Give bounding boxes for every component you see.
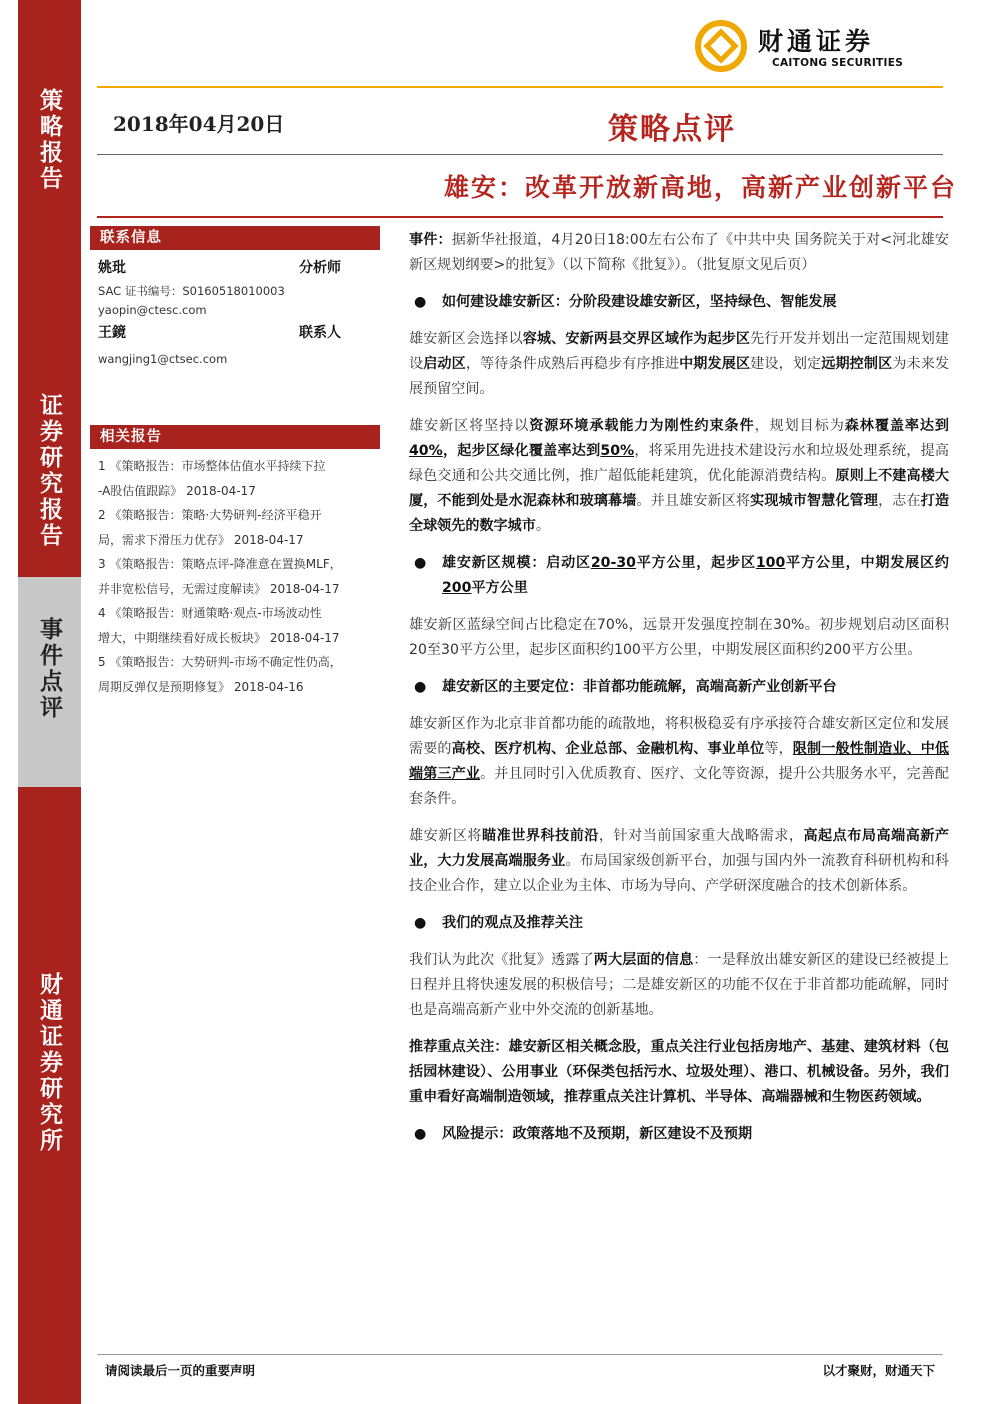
side-label-research: 证券研究报告 [36, 393, 63, 549]
footer-slogan: 以才聚财，财通天下 [822, 1363, 935, 1378]
bullet-number: 200 [442, 580, 472, 596]
text: 。布局国家级创新平台，加强与国内外一流教育科研机构和科技企业合作，建立以企业为主体、市场为导向、产学研深度融合的技术创新体系。 [409, 853, 950, 894]
contact-heading: 联系信息 [90, 226, 380, 250]
report-title: 雄安：改革开放新高地，高新产业创新平台 [443, 173, 957, 202]
related-report-line: 局，需求下滑压力优存》 2018-04-17 [98, 532, 304, 547]
title-divider [97, 154, 943, 155]
text: 为未来发展预留空间。 [409, 356, 950, 397]
highlight: 资源环境承载能力为刚性约束条件 [529, 418, 755, 434]
analyst-name: 姚玭 [98, 260, 126, 276]
event-text: 据新华社报道，4月20日18:00左右公布了《中共中央 国务院关于对<河北雄安新区规划纲要>的批复》（以下简称《批复》）。（批复原文见后页） [409, 232, 949, 273]
bullet-text: 风险提示：政策落地不及预期，新区建设不及预期 [442, 1126, 753, 1142]
related-report-line: 3 《策略报告：策略点评-降准意在置换MLF， [98, 557, 342, 571]
highlight: 原则上不建高楼大厦，不能到处是水泥森林和玻璃幕墙 [409, 468, 950, 509]
highlight: 限制一般性制造业、中低端第三产业 [409, 741, 950, 782]
report-type: 策略点评 [608, 112, 736, 147]
highlight: 两大层面的信息 [593, 952, 694, 968]
paragraph-recommend: 推荐重点关注：雄安新区相关概念股，重点关注行业包括房地产、基建、建筑材料（包括园林建设）、公用事业（环保类包括污水、垃圾处理）、港口、机械设备。另外，我们重申看好高端制造领域，推荐重点关注计算机、半导体、高端器械和生物医药领域。 [409, 1039, 949, 1105]
contact-email[interactable]: wangjing1@ctsec.com [98, 352, 228, 366]
side-label-strategy: 策略报告 [36, 88, 63, 192]
bullet-text: 雄安新区的主要定位：非首都功能疏解，高端高新产业创新平台 [442, 679, 837, 695]
bullet-text: 平方公里，中期发展区约 [785, 555, 950, 571]
paragraph-scale: 雄安新区蓝绿空间占比稳定在70%，远景开发强度控制在30%。初步规划启动区面积20至30平方公里，起步区面积约100平方公里，中期发展区面积约200平方公里。 [409, 617, 949, 658]
contact-name: 王鏡 [98, 325, 126, 341]
side-block-strategy [18, 0, 81, 375]
text: 雄安新区将 [409, 828, 483, 844]
bullet-dot-icon: ● [414, 555, 427, 571]
text: 雄安新区作为北京非首都功能的疏散地，将积极稳妥有序承接符合雄安新区定位和发展需要的 [409, 716, 949, 757]
text: ：一是释放出雄安新区的建设已经被提上日程并且将快速发展的积极信号；二是雄安新区的功能不仅在于非首都功能疏解，同时也是高端高新产业中外交流的创新基地。 [409, 952, 950, 1018]
footer-disclaimer-note[interactable]: 请阅读最后一页的重要声明 [105, 1363, 256, 1378]
text: 雄安新区会选择以 [409, 331, 523, 347]
bullet-heading-position [409, 675, 949, 700]
highlight: ，起步区绿化覆盖率达到 [442, 443, 601, 459]
highlight: 远期控制区 [821, 356, 893, 372]
text: 建设，划定 [750, 356, 822, 372]
highlight: 森林覆盖率达到 [844, 418, 950, 434]
text: 。 [535, 518, 550, 534]
text: ，将采用先进技术建设污水和垃圾处理系统，提高绿色交通和公共交通比例，推广超低能耗建筑，优化能源消费结构。 [409, 443, 949, 484]
side-label-event: 事件点评 [36, 617, 63, 721]
text: 先行开发并划出一定范围规划建设 [409, 331, 950, 372]
paragraph-innovation [409, 824, 949, 899]
paragraph-phases [409, 327, 949, 402]
related-report-item[interactable] [98, 454, 393, 503]
event-label: 事件： [409, 232, 452, 248]
bullet-text: 我们的观点及推荐关注 [442, 915, 583, 931]
side-block-event [18, 577, 81, 787]
footer-divider [97, 1354, 943, 1355]
related-report-line: 周期反弹仅是预期修复》 2018-04-16 [98, 679, 304, 694]
related-heading: 相关报告 [90, 425, 380, 449]
bullet-text: 平方公里 [471, 580, 528, 596]
related-report-line: 1 《策略报告：市场整体估值水平持续下拉 [98, 459, 326, 473]
text: ，针对当前国家重大战略需求， [598, 828, 804, 844]
paragraph-view [409, 948, 949, 1023]
caitong-logo-icon [695, 20, 747, 72]
highlight: 高起点布局高端高新产业，大力发展高端服务业 [409, 828, 950, 869]
side-label-institute: 财通证券研究所 [36, 972, 63, 1154]
report-date: 2018年04月20日 [113, 112, 285, 136]
bullet-heading-risk [409, 1122, 949, 1147]
contact-role: 联系人 [299, 325, 341, 341]
side-block-research [18, 375, 81, 577]
side-block-institute [18, 787, 81, 1404]
highlight: 高校、医疗机构、企业总部、金融机构、事业单位 [451, 741, 765, 757]
highlight-number: 50% [600, 443, 635, 459]
bullet-text: 雄安新区规模：启动区 [442, 555, 591, 571]
related-report-item[interactable] [98, 650, 393, 699]
highlight: 启动区 [423, 356, 466, 372]
brand-name-en: CAITONG SECURITIES [772, 57, 904, 69]
analyst-cert: SAC 证书编号：S0160518010003 [98, 284, 285, 298]
analyst-email[interactable]: yaopin@ctesc.com [98, 303, 207, 317]
highlight: 瞄准世界科技前沿 [482, 828, 599, 844]
event-paragraph [409, 228, 949, 278]
bullet-heading-view [409, 911, 949, 936]
related-report-item[interactable] [98, 552, 393, 601]
text: 。并且同时引入优质教育、医疗、文化等资源，提升公共服务水平，完善配套条件。 [409, 766, 950, 807]
related-report-line: 4 《策略报告：财通策略·观点-市场波动性 [98, 606, 322, 620]
related-report-line: 2 《策略报告：策略·大势研判-经济平稳开 [98, 508, 322, 522]
highlight: 容城、安新两县交界区域作为起步区 [522, 331, 751, 347]
related-report-item[interactable] [98, 503, 393, 552]
text: ，等待条件成熟后再稳步有序推进 [465, 356, 680, 372]
text: 等， [764, 741, 793, 757]
related-report-item[interactable] [98, 601, 393, 650]
highlight-number: 40% [409, 443, 443, 459]
text: ，规划目标为 [754, 418, 845, 434]
bullet-number: 100 [755, 555, 786, 571]
side-band [18, 0, 81, 1404]
title-underline [97, 216, 943, 218]
text: 雄安新区将坚持以 [409, 418, 530, 434]
bullet-number: 20-30 [590, 555, 636, 571]
paragraph-green [409, 414, 949, 539]
bullet-heading-scale [409, 551, 949, 601]
header-divider [97, 86, 943, 88]
bullet-text: 如何建设雄安新区：分阶段建设雄安新区，坚持绿色、智能发展 [442, 294, 837, 310]
bullet-text: 平方公里，起步区 [635, 555, 756, 571]
bullet-dot-icon: ● [414, 1126, 427, 1142]
related-reports-list [98, 454, 393, 699]
paragraph-function [409, 712, 949, 812]
bullet-dot-icon: ● [414, 294, 427, 310]
related-report-line: -A股估值跟踪》 2018-04-17 [98, 483, 256, 498]
analyst-role: 分析师 [299, 260, 341, 276]
brand-name-cn: 财通证券 [758, 27, 875, 56]
highlight: 打造全球领先的数字城市 [409, 493, 950, 534]
related-report-line: 并非宽松信号，无需过度解读》 2018-04-17 [98, 581, 340, 596]
text: ，志在 [878, 493, 921, 509]
bullet-dot-icon: ● [414, 915, 427, 931]
text: 我们认为此次《批复》透露了 [409, 952, 594, 968]
highlight: 实现城市智慧化管理 [750, 493, 879, 509]
related-report-line: 5 《策略报告：大势研判-市场不确定性仍高， [98, 655, 342, 669]
text: 。并且雄安新区将 [636, 493, 751, 509]
bullet-dot-icon: ● [414, 679, 427, 695]
highlight: 中期发展区 [679, 356, 751, 372]
main-body [409, 228, 949, 1147]
bullet-heading-build [409, 290, 949, 315]
related-report-line: 增大，中期继续看好成长板块》 2018-04-17 [98, 630, 340, 645]
